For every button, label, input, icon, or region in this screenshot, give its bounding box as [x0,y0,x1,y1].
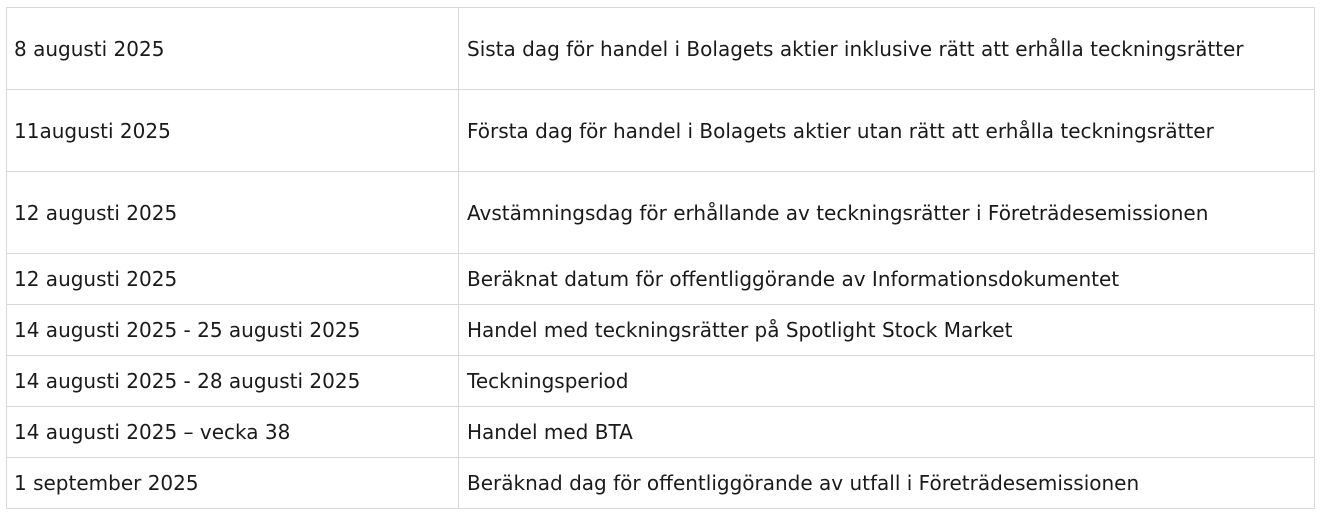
table-row [7,407,1315,458]
date-cell: 12 augusti 2025 [7,172,459,254]
table-row [7,254,1315,305]
table-row [7,356,1315,407]
table-row [7,305,1315,356]
date-cell: 14 augusti 2025 – vecka 38 [7,407,459,458]
date-cell: 14 augusti 2025 - 25 augusti 2025 [7,305,459,356]
event-cell: Avstämningsdag för erhållande av teckningsrätter i Företrädesemissionen [459,172,1315,254]
table-row [7,8,1315,90]
date-cell: 11augusti 2025 [7,90,459,172]
event-cell: Beräknat datum för offentliggörande av Informationsdokumentet [459,254,1315,305]
table-row [7,90,1315,172]
date-cell: 1 september 2025 [7,458,459,509]
timetable [6,7,1315,509]
date-cell: 14 augusti 2025 - 28 augusti 2025 [7,356,459,407]
event-cell: Teckningsperiod [459,356,1315,407]
date-cell: 12 augusti 2025 [7,254,459,305]
event-cell: Beräknad dag för offentliggörande av utfall i Företrädesemissionen [459,458,1315,509]
date-cell: 8 augusti 2025 [7,8,459,90]
event-cell: Första dag för handel i Bolagets aktier utan rätt att erhålla teckningsrätter [459,90,1315,172]
event-cell: Handel med teckningsrätter på Spotlight Stock Market [459,305,1315,356]
table-row [7,458,1315,509]
event-cell: Sista dag för handel i Bolagets aktier inklusive rätt att erhålla teckningsrätter [459,8,1315,90]
table-row [7,172,1315,254]
event-cell: Handel med BTA [459,407,1315,458]
